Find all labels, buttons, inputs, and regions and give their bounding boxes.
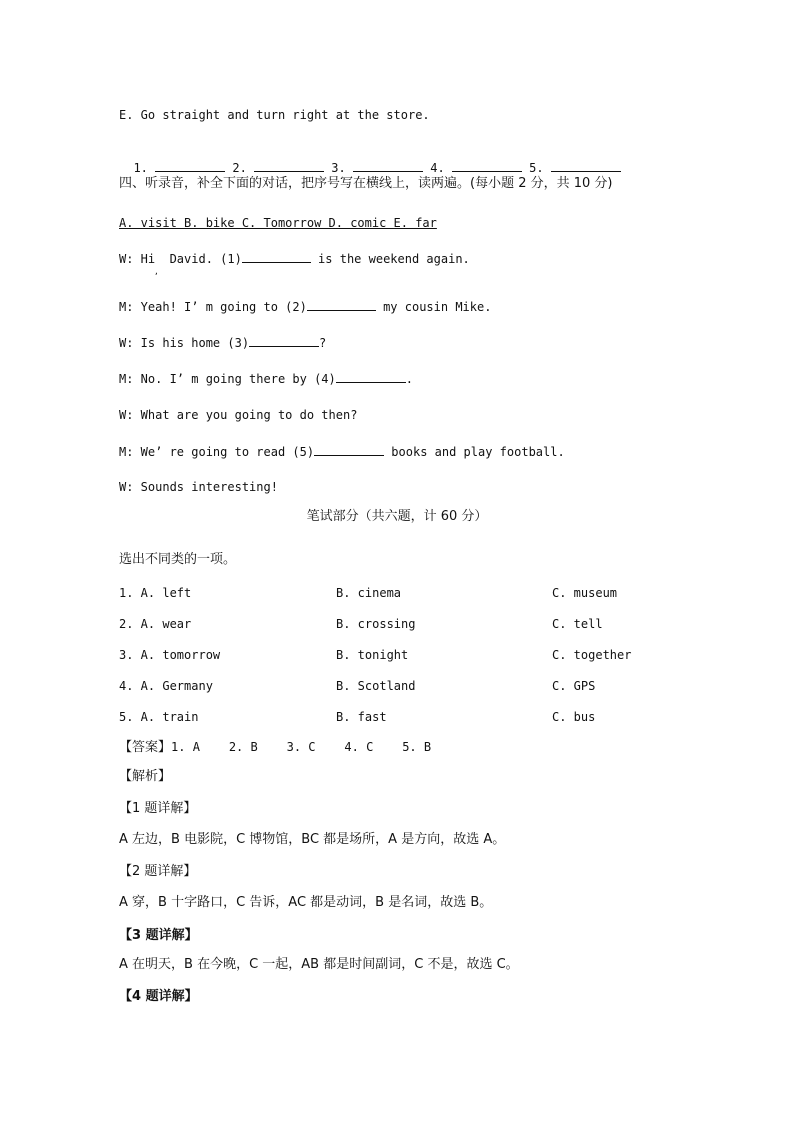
q5-option-b: B. fast xyxy=(336,710,387,724)
dialog-line-3 xyxy=(119,334,326,351)
analysis-label: 【解析】 xyxy=(119,769,172,784)
option-e-text: E. Go straight and turn right at the store. xyxy=(119,108,430,122)
answer-blank-2[interactable] xyxy=(254,159,324,172)
detail-2-text: A 穿，B 十字路口，C 告诉，AC 都是动词，B 是名词，故选 B。 xyxy=(119,895,493,910)
dialog-line-6 xyxy=(119,443,565,460)
written-section-title: 笔试部分（共六题，计 60 分） xyxy=(306,509,488,524)
blank-number-4: 4. xyxy=(430,161,445,175)
dialog-blank-1[interactable] xyxy=(242,250,311,263)
dialog-text: M: No. I’ m going there by (4) xyxy=(119,372,336,386)
dialog-line-1 xyxy=(119,250,470,267)
answer-label: 【答案】 xyxy=(119,740,172,755)
blank-number-2: 2. xyxy=(232,161,247,175)
dialog-text: M: Yeah! I’ m going to (2) xyxy=(119,300,307,314)
dialog-blank-4[interactable] xyxy=(336,370,406,383)
dialog-line-4 xyxy=(119,370,413,387)
dialog-line-2 xyxy=(119,298,491,315)
section-four-heading: 四、听录音，补全下面的对话，把序号写在横线上，读两遍。(每小题 2 分，共 10 分) xyxy=(119,176,613,191)
q2-option-a: 2. A. wear xyxy=(119,617,192,631)
q1-option-b: B. cinema xyxy=(336,586,402,600)
q1-option-a: 1. A. left xyxy=(119,586,192,600)
q3-option-a: 3. A. tomorrow xyxy=(119,648,221,662)
detail-1-title: 【1 题详解】 xyxy=(119,801,197,816)
answer-blank-5[interactable] xyxy=(551,159,621,172)
q2-option-c: C. tell xyxy=(552,617,603,631)
blank-number-3: 3. xyxy=(331,161,346,175)
detail-2-title: 【2 题详解】 xyxy=(119,864,197,879)
q2-option-b: B. crossing xyxy=(336,617,416,631)
dialog-blank-2[interactable] xyxy=(307,298,376,311)
dialog-text: W: Is his home (3) xyxy=(119,336,250,350)
detail-1-text: A 左边，B 电影院，C 博物馆，BC 都是场所，A 是方向，故选 A。 xyxy=(119,832,506,847)
answer-blanks-row xyxy=(119,143,621,176)
dialog-text: is the weekend again. xyxy=(310,252,470,266)
blank-number-1: 1. xyxy=(133,161,148,175)
dialog-text: . xyxy=(405,372,413,386)
answer-line xyxy=(119,739,431,756)
q4-option-c: C. GPS xyxy=(552,679,596,693)
instruction-text: 选出不同类的一项。 xyxy=(119,552,237,567)
answer-blank-3[interactable] xyxy=(353,159,423,172)
detail-3-text: A 在明天，B 在今晚，C 一起，AB 都是时间副词，C 不是，故选 C。 xyxy=(119,957,519,972)
q5-option-c: C. bus xyxy=(552,710,596,724)
q4-option-a: 4. A. Germany xyxy=(119,679,213,693)
detail-3-title: 【3 题详解】 xyxy=(119,928,198,943)
dialog-blank-5[interactable] xyxy=(314,443,384,456)
dialog-line-5: W: What are you going to do then? xyxy=(119,408,358,422)
dialog-text: my cousin Mike. xyxy=(375,300,492,314)
dialog-text: ? xyxy=(319,336,327,350)
q1-option-c: C. museum xyxy=(552,586,618,600)
dialog-text: M: We’ re going to read (5) xyxy=(119,445,315,459)
dialog-text: books and play football. xyxy=(384,445,565,459)
q3-option-c: C. together xyxy=(552,648,632,662)
answer-blank-1[interactable] xyxy=(155,159,225,172)
stray-comma: , xyxy=(154,267,159,276)
q5-option-a: 5. A. train xyxy=(119,710,199,724)
answer-blank-4[interactable] xyxy=(452,159,522,172)
dialog-blank-3[interactable] xyxy=(249,334,319,347)
word-options: A. visit B. bike C. Tomorrow D. comic E. far xyxy=(119,216,437,230)
q3-option-b: B. tonight xyxy=(336,648,409,662)
answer-text: 1. A 2. B 3. C 4. C 5. B xyxy=(171,740,432,754)
blank-number-5: 5. xyxy=(529,161,544,175)
dialog-text: W: Hi David. (1) xyxy=(119,252,242,266)
dialog-line-7: W: Sounds interesting! xyxy=(119,480,278,494)
detail-4-title: 【4 题详解】 xyxy=(119,989,198,1004)
q4-option-b: B. Scotland xyxy=(336,679,416,693)
